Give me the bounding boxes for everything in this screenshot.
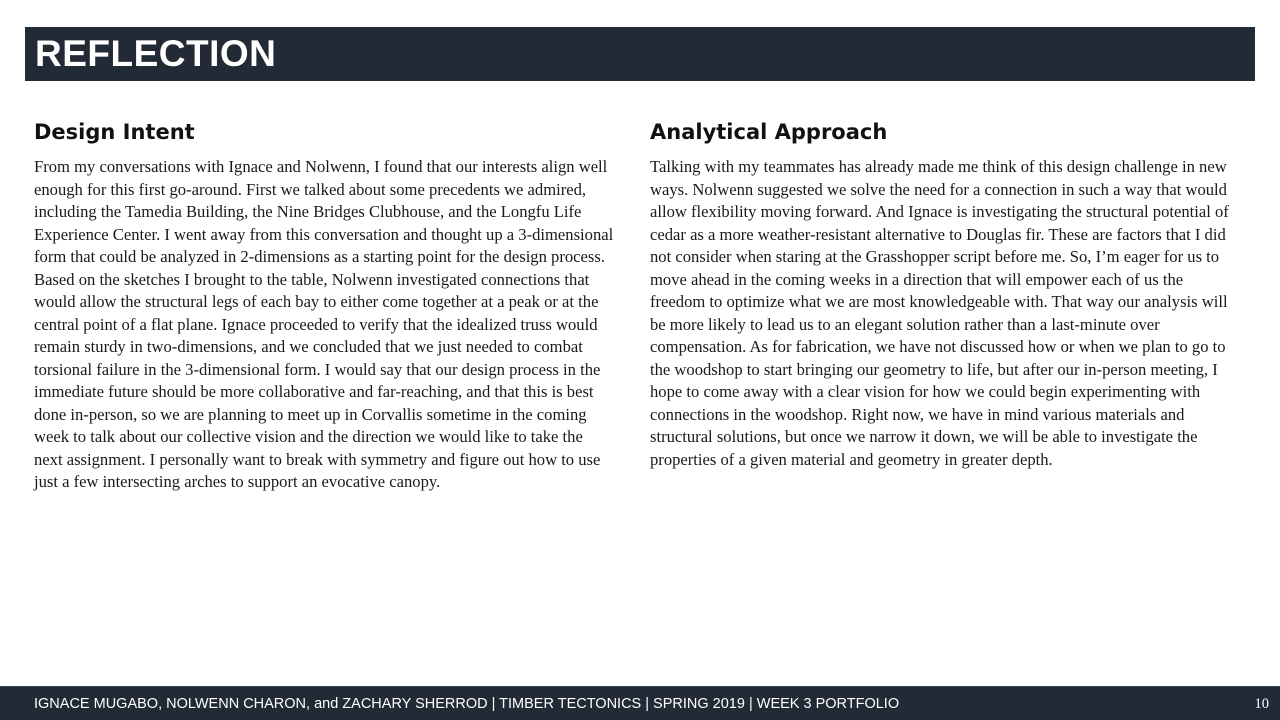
page-number: 10 [1254,696,1269,712]
title-bar [25,27,1255,81]
footer-bar [0,686,1280,720]
design-intent-section [34,116,614,494]
analytical-approach-heading: Analytical Approach [650,120,888,144]
analytical-approach-section [650,116,1235,471]
slide-title: REFLECTION [35,33,277,74]
design-intent-heading: Design Intent [34,120,195,144]
analytical-approach-body: Talking with my teammates has already made me think of this design challenge in new ways. Nolwenn suggested we solve the need for a connection in such a way that would allow flexibility moving forward. And Ignace is investigating the structural potential of cedar as a more weather-resistant alternative to Douglas fir. These are factors that I did not consider when staring at the Grasshopper script before me. So, I’m eager for us to move ahead in the coming weeks in a direction that will empower each of us the freedom to optimize what we are most knowledgeable with. That way our analysis will be more likely to lead us to an elegant solution rather than a last-minute over compensation. As for fabrication, we have not discussed how or when we plan to go to the woodshop to start bringing our geometry to life, but after our in-person meeting, I hope to come away with a clear vision for how we could begin experimenting with connections in the woodshop. Right now, we have in mind various materials and structural solutions, but once we narrow it down, we will be able to investigate the properties of a given material and geometry in greater depth. [650,157,1229,469]
footer-credits: IGNACE MUGABO, NOLWENN CHARON, and ZACHARY SHERROD | TIMBER TECTONICS | SPRING 2019 | WEEK 3 PORTFOLIO [34,696,900,712]
design-intent-body: From my conversations with Ignace and Nolwenn, I found that our interests align well enough for this first go-around. First we talked about some precedents we admired, including the Tamedia Building, the Nine Bridges Clubhouse, and the Longfu Life Experience Center. I went away from this conversation and thought up a 3-dimensional form that could be analyzed in 2-dimensions as a starting point for the design process. Based on the sketches I brought to the table, Nolwenn investigated connections that would allow the structural legs of each bay to either come together at a peak or at the central point of a flat plane. Ignace proceeded to verify that the idealized truss would remain sturdy in two-dimensions, and we concluded that we just needed to combat torsional failure in the 3-dimensional form. I would say that our design process in the immediate future should be more collaborative and far-reaching, and that this is best done in-person, so we are planning to meet up in Corvallis sometime in the coming week to talk about our collective vision and the direction we would like to take the next assignment. I personally want to break with symmetry and figure out how to use just a few intersecting arches to support an evocative canopy. [34,157,614,491]
